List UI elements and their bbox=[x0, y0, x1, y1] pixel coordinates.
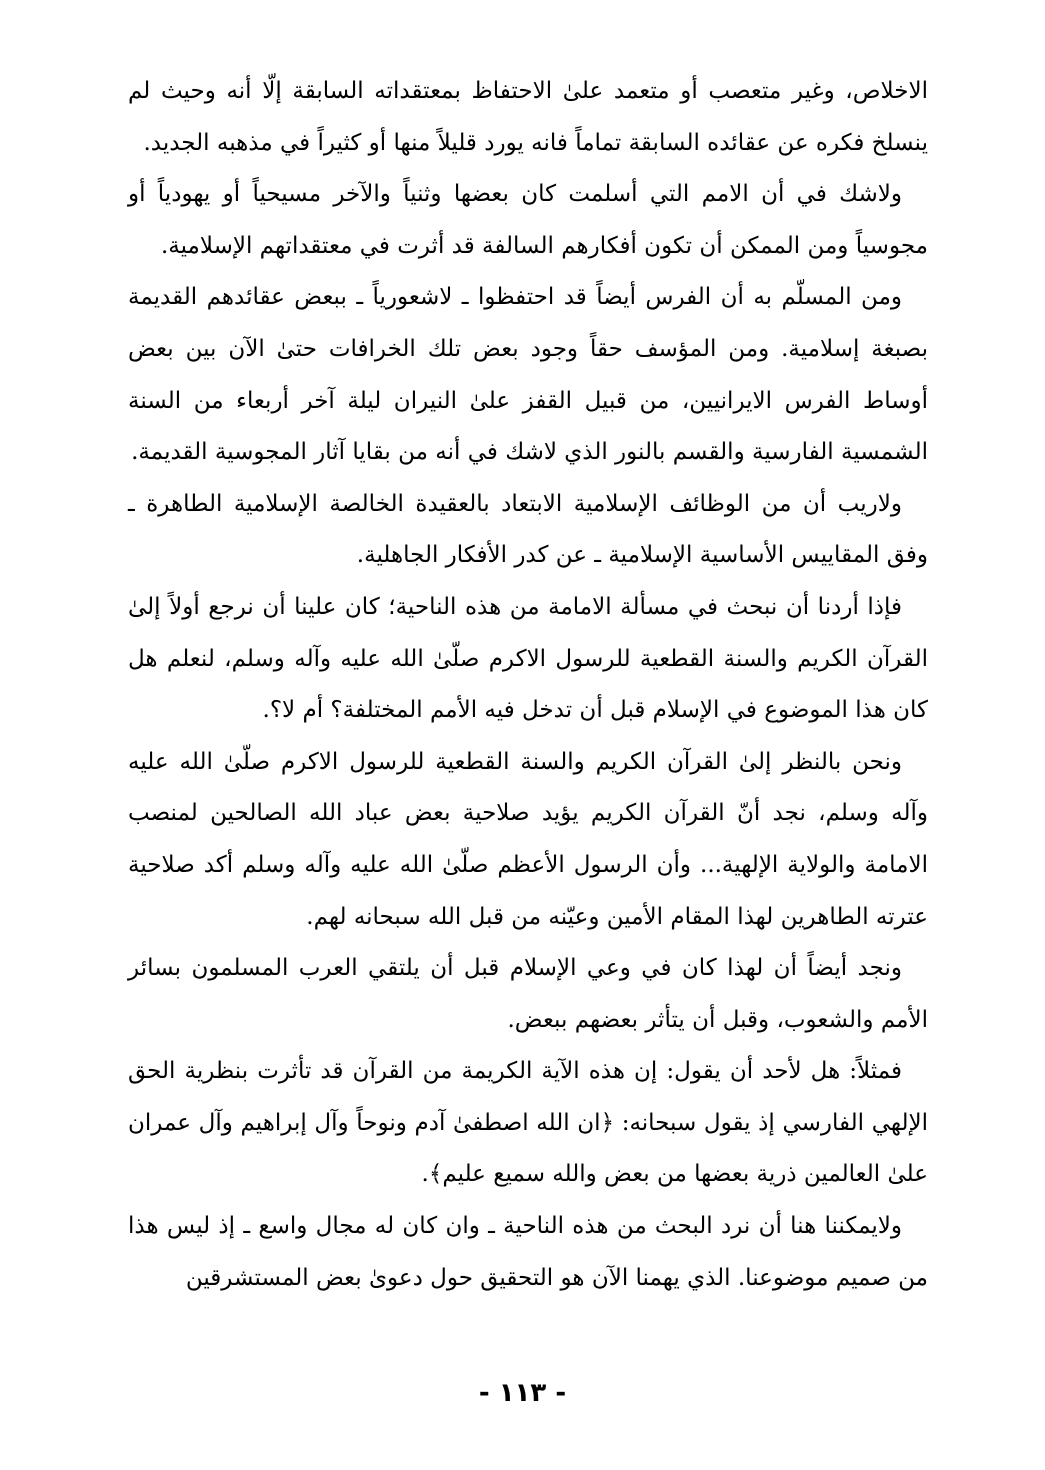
paragraph-4: ولاريب أن من الوظائف الإسلامية الابتعاد بالعقيدة الخالصة الإسلامية الطاهرة ـ وفق المقاييس الأساسية الإسلامية ـ عن كدر الأفكار الجاهلية. bbox=[128, 490, 928, 569]
paragraph-7: ونجد أيضاً أن لهذا كان في وعي الإسلام قبل أن يلتقي العرب المسلمون بسائر الأمم والشعوب، وقبل أن يتأثر بعضهم ببعض. bbox=[128, 955, 928, 1033]
paragraph-9: ولايمكننا هنا أن نرد البحث من هذه الناحية ـ وان كان له مجال واسع ـ إذ ليس هذا من صميم موضوعنا. الذي يهمنا الآن هو التحقيق حول دعوىٰ بعض المستشرقين bbox=[128, 1213, 928, 1291]
paragraph-3: ومن المسلّم به أن الفرس أيضاً قد احتفظوا ـ لاشعورياً ـ ببعض عقائدهم القديمة بصبغة إسلامية. ومن المؤسف حقاً وجود بعض تلك الخرافات حتىٰ الآن بين بعض أوساط الفرس الايرانيين، من قبيل القفز علىٰ النيران ليلة آخر أربعاء من السنة الشمسية الفارسية والقسم بالنور الذي لاشك في أنه من بقايا آثار المجوسية القديمة. bbox=[128, 284, 928, 466]
page-number: - ١١٣ - bbox=[478, 1378, 567, 1408]
paragraph-6: ونحن بالنظر إلىٰ القرآن الكريم والسنة القطعية للرسول الاكرم صلّىٰ الله عليه وآله وسلم، نجد أنّ القرآن الكريم يؤيد صلاحية بعض عباد الله الصالحين لمنصب الامامة والولاية الإلهية... وأن الرسول الأعظم صلّىٰ الله عليه وآله وسلم أكد صلاحية عترته الطاهرين لهذا المقام الأمين وعيّنه من قبل الله سبحانه لهم. bbox=[128, 748, 928, 930]
paragraph-1: الاخلاص، وغير متعصب أو متعمد علىٰ الاحتفاظ بمعتقداته السابقة إلّا أنه وحيث لم ينسلخ فكره عن عقائده السابقة تماماً فانه يورد قليلاً منها أو كثيراً في مذهبه الجديد. bbox=[128, 78, 928, 156]
body-text bbox=[128, 66, 928, 1304]
paragraph-8: فمثلاً: هل لأحد أن يقول: إن هذه الآية الكريمة من القرآن قد تأثرت بنظرية الحق الإلهي الفارسي إذ يقول سبحانه: ﴿ان الله اصطفىٰ آدم ونوحاً وآل إبراهيم وآل عمران علىٰ العالمين ذرية بعضها من بعض والله سميع عليم﴾. bbox=[128, 1058, 928, 1188]
paragraph-2: ولاشك في أن الامم التي أسلمت كان بعضها وثنياً والآخر مسيحياً أو يهودياً أو مجوسياً ومن الممكن أن تكون أفكارهم السالفة قد أثرت في معتقداتهم الإسلامية. bbox=[128, 181, 928, 259]
paragraph-5: فإذا أردنا أن نبحث في مسألة الامامة من هذه الناحية؛ كان علينا أن نرجع أولاً إلىٰ القرآن الكريم والسنة القطعية للرسول الاكرم صلّىٰ الله عليه وآله وسلم، لنعلم هل كان هذا الموضوع في الإسلام قبل أن تدخل فيه الأمم المختلفة؟ أم لا؟. bbox=[128, 593, 928, 724]
